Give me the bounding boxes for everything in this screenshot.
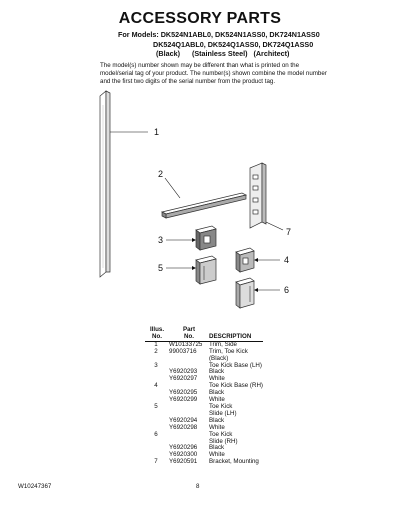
part-number: Y6920296 [169, 444, 198, 452]
part-description: Black [209, 389, 225, 397]
table-row [145, 383, 263, 390]
page-title: ACCESSORY PARTS [118, 10, 282, 27]
model-line-1: For Models: DK524N1ABL0, DK524N1ASS0, DK724N1ASS0 [118, 30, 320, 39]
callout-1: 1 [154, 127, 160, 137]
illus-number: 5 [154, 402, 158, 410]
part-description: Toe Kick Base (LH) [209, 361, 262, 369]
part-description: Trim, Side [209, 340, 237, 348]
part-description: Toe Kick [209, 430, 233, 438]
toe-kick-base-rh-illustration [236, 248, 254, 272]
part-number: Y6920297 [169, 375, 198, 383]
table-row [145, 445, 263, 452]
document-number: W10247367 [18, 483, 52, 490]
callout-2: 2 [158, 169, 164, 179]
illus-number [145, 390, 169, 397]
callout-arrow-3 [192, 238, 196, 242]
table-row [145, 363, 263, 370]
illus-number [145, 411, 169, 418]
part-description: White [209, 396, 225, 404]
part-number: Y6920293 [169, 368, 198, 376]
part-number [169, 404, 209, 411]
toe-kick-slide-rh-illustration [236, 278, 254, 308]
part-description: Black [209, 416, 225, 424]
part-number [169, 356, 209, 363]
part-number: W10133725 [169, 340, 203, 348]
callout-arrow-4 [254, 258, 258, 262]
table-row [145, 390, 263, 397]
part-description: White [209, 423, 225, 431]
callout-7: 7 [286, 227, 292, 237]
part-description: Toe Kick Base (RH) [209, 382, 263, 390]
part-number: 99003716 [169, 347, 197, 355]
illus-number: 3 [154, 361, 158, 369]
part-description: Slide (LH) [209, 409, 237, 417]
part-description: Slide (RH) [209, 437, 238, 445]
parts-table: Illus. Part No. No. DESCRIPTION 1 W10133725 Trim, Side 2 99003716 Trim, Toe Kick (Black) 3 Toe Kick Base (LH) Y6920293 Black Y6920297 White 4 Toe Kick Base (RH) Y6920295 Black Y6920299 White 5 Toe Kick Slide (LH) Y6920294 Black Y6920298 White 6 Toe Kick Slide (RH) Y6920296 Black Y6920300 White 7 Y6920591 Bracket, Mounting [145, 327, 263, 466]
part-number: Y6920298 [169, 423, 198, 431]
toe-kick-slide-lh-illustration [196, 256, 216, 284]
part-number: Y6920295 [169, 389, 198, 397]
part-description: Bracket, Mounting [209, 458, 259, 466]
illus-number: 4 [154, 382, 158, 390]
part-number [169, 432, 209, 439]
illus-number: 1 [154, 340, 158, 348]
side-trim-illustration [100, 91, 110, 277]
toe-kick-base-lh-illustration [196, 226, 216, 250]
illus-number: 7 [154, 458, 158, 466]
part-number: Y6920300 [169, 451, 198, 459]
part-number: Y6920294 [169, 416, 198, 424]
table-row [145, 439, 263, 446]
illus-number [145, 418, 169, 425]
page-number: 8 [196, 483, 200, 490]
callout-3: 3 [158, 235, 164, 245]
callout-5: 5 [158, 263, 164, 273]
part-description: (Black) [209, 354, 229, 362]
table-row [145, 404, 263, 411]
illus-number: 2 [154, 347, 158, 355]
callout-4: 4 [284, 255, 290, 265]
table-row [145, 397, 263, 404]
parts-table-body [145, 341, 263, 466]
header-illus: Illus. [149, 326, 165, 333]
table-row [145, 349, 263, 356]
mounting-bracket-illustration [250, 163, 266, 228]
header-part: Part [182, 326, 196, 333]
table-row [145, 459, 263, 466]
part-description: Toe Kick [209, 402, 233, 410]
illus-number [145, 369, 169, 376]
model-finish-line: (Black) (Stainless Steel) (Architect) [156, 49, 290, 58]
illus-number [145, 439, 169, 446]
callout-6: 6 [284, 285, 290, 295]
model-line-2: DK524Q1ABL0, DK524Q1ASS0, DK724Q1ASS0 [153, 39, 314, 49]
callout-arrow-5 [192, 266, 196, 270]
callout-leader-2 [165, 178, 180, 198]
part-description: White [209, 451, 225, 459]
part-description: Black [209, 368, 225, 376]
intro-note: The model(s) number shown may be different than what is printed on the model/serial tag of your product. The number(s) shown combine the model number and the first two digits of the serial number from the product tag. [100, 62, 327, 85]
illus-number: 6 [154, 430, 158, 438]
table-row [145, 418, 263, 425]
table-row [145, 432, 263, 439]
illus-number [145, 445, 169, 452]
callout-leader-7 [266, 222, 283, 230]
table-row [145, 425, 263, 432]
toe-kick-trim-illustration [162, 193, 246, 218]
part-number: Y6920299 [169, 396, 198, 404]
part-description: Black [209, 444, 225, 452]
callout-arrow-6 [254, 288, 258, 292]
part-description: Trim, Toe Kick [209, 347, 248, 355]
part-number: Y6920591 [169, 458, 198, 466]
part-description: White [209, 375, 225, 383]
table-row [145, 411, 263, 418]
table-row [145, 369, 263, 376]
header-description: DESCRIPTION [209, 334, 263, 341]
